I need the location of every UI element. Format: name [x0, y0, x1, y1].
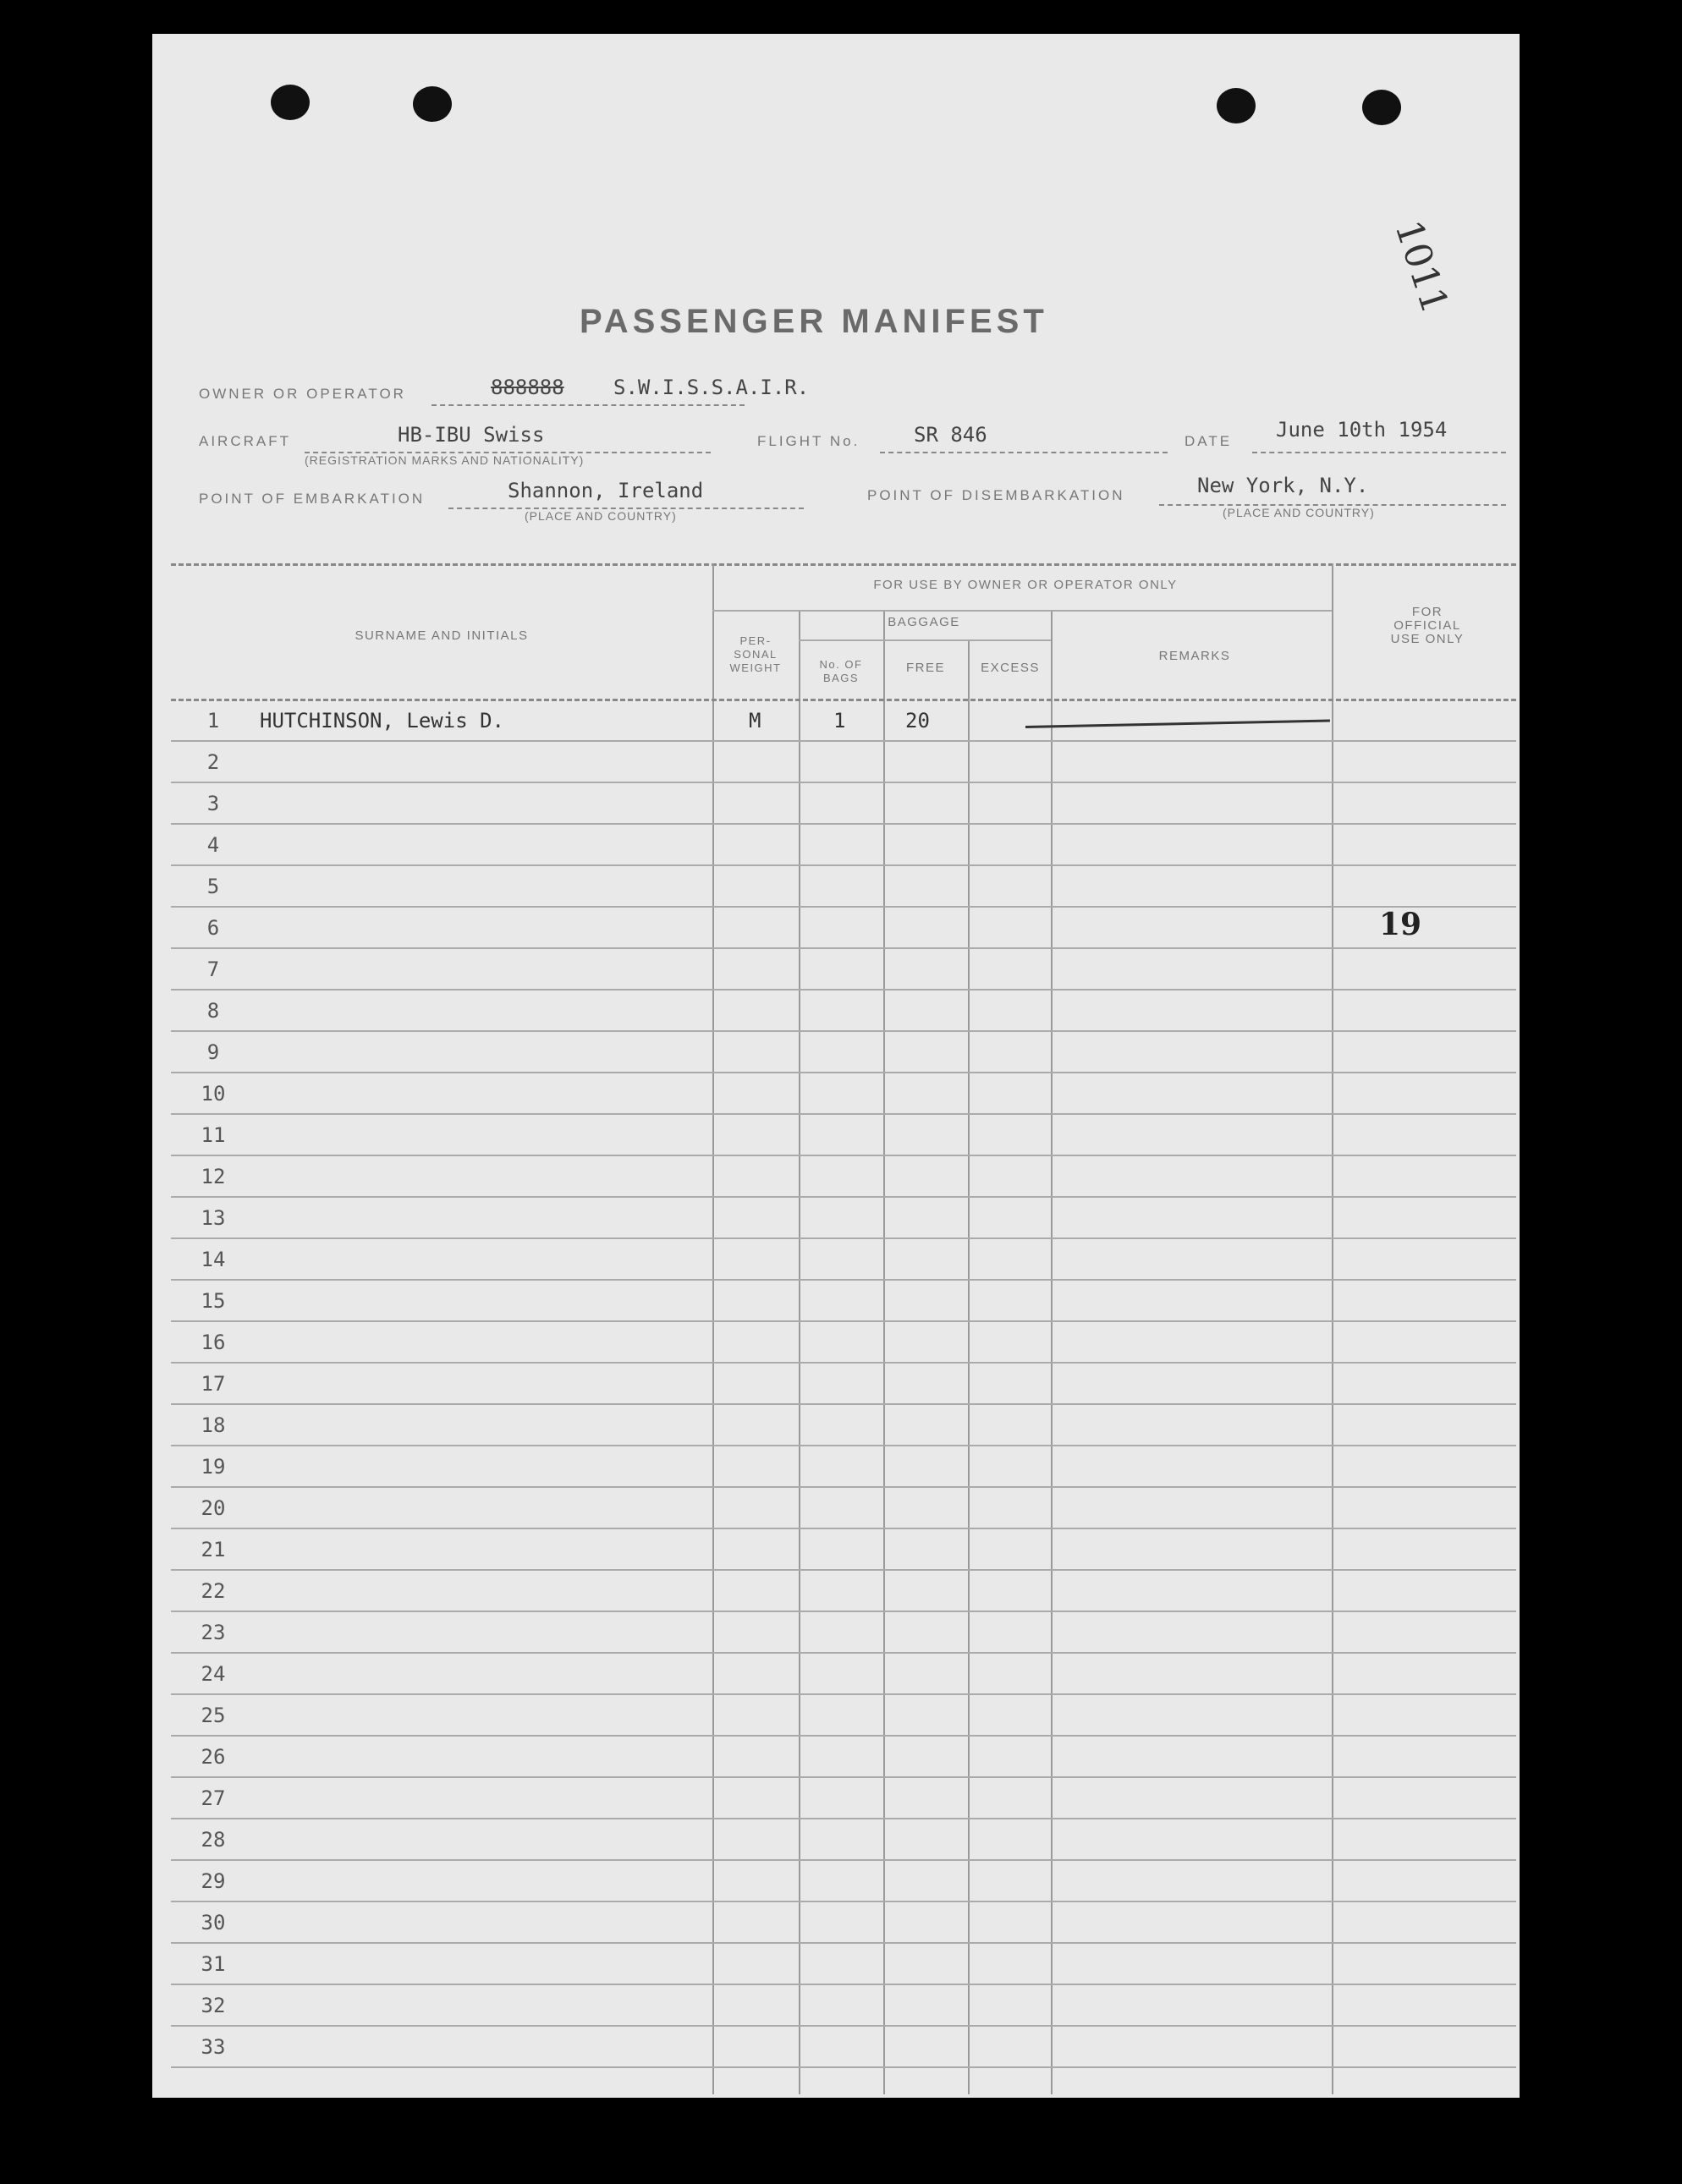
row-number: 32	[201, 1994, 226, 2017]
table-row	[171, 947, 1516, 949]
row-number: 19	[201, 1455, 226, 1479]
row-number: 21	[201, 1538, 226, 1561]
header-divider	[799, 639, 1051, 641]
punch-hole	[1362, 90, 1401, 125]
row-number: 25	[201, 1704, 226, 1727]
date-value: June 10th 1954	[1276, 418, 1448, 442]
passenger-table	[171, 563, 1516, 2094]
row-number: 7	[206, 958, 220, 981]
table-row	[171, 1818, 1516, 1819]
table-row	[171, 2066, 1516, 2068]
table-row	[171, 1859, 1516, 1861]
column-divider	[968, 639, 970, 2094]
row-number: 5	[206, 875, 220, 898]
table-row	[171, 1901, 1516, 1902]
table-row	[171, 864, 1516, 866]
table-row	[171, 740, 1516, 742]
header-bags: No. OF BAGS	[819, 658, 863, 684]
punch-hole	[271, 85, 310, 120]
disembark-label: POINT OF DISEMBARKATION	[867, 487, 1125, 503]
table-row	[171, 1486, 1516, 1488]
table-top-border	[171, 563, 1516, 566]
header-divider	[712, 610, 1332, 612]
header-bottom-border	[171, 699, 1516, 701]
row-number: 10	[201, 1082, 226, 1106]
row-number: 17	[201, 1372, 226, 1396]
page-title: PASSENGER MANIFEST	[580, 303, 1048, 340]
table-row	[171, 1196, 1516, 1198]
table-row	[171, 1569, 1516, 1571]
table-row	[171, 1611, 1516, 1612]
embark-label: POINT OF EMBARKATION	[199, 491, 426, 507]
aircraft-value: HB-IBU Swiss	[398, 423, 545, 447]
table-row	[171, 1693, 1516, 1695]
column-divider	[1332, 563, 1333, 2094]
row-number: 8	[206, 999, 220, 1023]
row-number: 11	[201, 1123, 226, 1147]
table-row	[171, 1279, 1516, 1281]
row-number: 2	[206, 750, 220, 774]
column-divider	[712, 563, 714, 2094]
aircraft-label: AIRCRAFT	[199, 433, 291, 449]
header-surname: SURNAME AND INITIALS	[355, 628, 529, 643]
table-row	[171, 1155, 1516, 1156]
manifest-page	[152, 34, 1520, 2098]
table-row	[171, 2025, 1516, 2027]
owner-value: S.W.I.S.S.A.I.R.	[613, 376, 810, 399]
entry-bags: 1	[833, 709, 846, 733]
row-number: 26	[201, 1745, 226, 1769]
row-number: 18	[201, 1413, 226, 1437]
entry-name: HUTCHINSON, Lewis D.	[260, 709, 504, 733]
row-number: 20	[201, 1496, 226, 1520]
owner-line	[431, 404, 745, 406]
flight-label: FLIGHT No.	[757, 433, 860, 449]
row-number: 22	[201, 1579, 226, 1603]
table-row	[171, 782, 1516, 783]
row-number: 3	[206, 792, 220, 815]
table-row	[171, 1320, 1516, 1322]
aircraft-note: (REGISTRATION MARKS AND NATIONALITY)	[305, 453, 585, 467]
row-number: 15	[201, 1289, 226, 1313]
table-row	[171, 1030, 1516, 1032]
entry-weight: M	[749, 709, 761, 733]
header-official: FOR OFFICIAL USE ONLY	[1390, 605, 1465, 646]
disembark-value: New York, N.Y.	[1197, 474, 1369, 497]
table-row	[171, 1528, 1516, 1529]
owner-struck-value: 888888	[491, 376, 564, 399]
owner-label: OWNER OR OPERATOR	[199, 386, 406, 402]
header-excess: EXCESS	[981, 661, 1040, 675]
table-row	[171, 1445, 1516, 1446]
table-row	[171, 989, 1516, 990]
row-number: 27	[201, 1786, 226, 1810]
row-number: 30	[201, 1911, 226, 1934]
flight-line	[880, 452, 1168, 453]
flight-value: SR 846	[914, 423, 987, 447]
table-row	[171, 1984, 1516, 1985]
header-owner-only: FOR USE BY OWNER OR OPERATOR ONLY	[873, 578, 1178, 592]
disembark-note: (PLACE AND COUNTRY)	[1223, 506, 1375, 519]
row-number: 12	[201, 1165, 226, 1188]
row-number: 29	[201, 1869, 226, 1893]
row-number: 16	[201, 1331, 226, 1354]
table-row	[171, 1113, 1516, 1115]
margin-annotation: 1011	[1386, 215, 1457, 319]
column-divider	[883, 610, 885, 2094]
entry-free: 20	[905, 709, 930, 733]
remarks-pen-stroke	[1025, 719, 1330, 728]
table-row	[171, 1403, 1516, 1405]
column-divider	[1051, 610, 1053, 2094]
table-row	[171, 823, 1516, 825]
header-free: FREE	[905, 661, 945, 675]
column-divider	[799, 610, 800, 2094]
table-row	[171, 1072, 1516, 1073]
row-number: 13	[201, 1206, 226, 1230]
row-number: 14	[201, 1248, 226, 1271]
embark-value: Shannon, Ireland	[508, 479, 704, 502]
table-row	[171, 1652, 1516, 1654]
official-note: 19	[1379, 907, 1422, 942]
row-number: 24	[201, 1662, 226, 1686]
row-number: 28	[201, 1828, 226, 1852]
table-row	[171, 1237, 1516, 1239]
table-row	[171, 1776, 1516, 1778]
table-row	[171, 1362, 1516, 1364]
row-number: 6	[206, 916, 220, 940]
punch-hole	[413, 86, 452, 122]
row-number: 33	[201, 2035, 226, 2059]
row-number: 23	[201, 1621, 226, 1644]
row-number: 1	[206, 709, 220, 733]
row-number: 31	[201, 1952, 226, 1976]
row-number: 4	[206, 833, 220, 857]
punch-hole	[1217, 88, 1256, 123]
row-number: 9	[206, 1040, 220, 1064]
header-baggage: BAGGAGE	[888, 615, 960, 629]
table-row	[171, 1735, 1516, 1737]
header-remarks: REMARKS	[1158, 649, 1231, 663]
table-row	[171, 1942, 1516, 1944]
table-row	[171, 906, 1516, 908]
date-line	[1252, 452, 1506, 453]
header-personal-weight: PER- SONAL WEIGHT	[729, 634, 782, 674]
date-label: DATE	[1185, 433, 1233, 449]
embark-note: (PLACE AND COUNTRY)	[525, 509, 677, 523]
